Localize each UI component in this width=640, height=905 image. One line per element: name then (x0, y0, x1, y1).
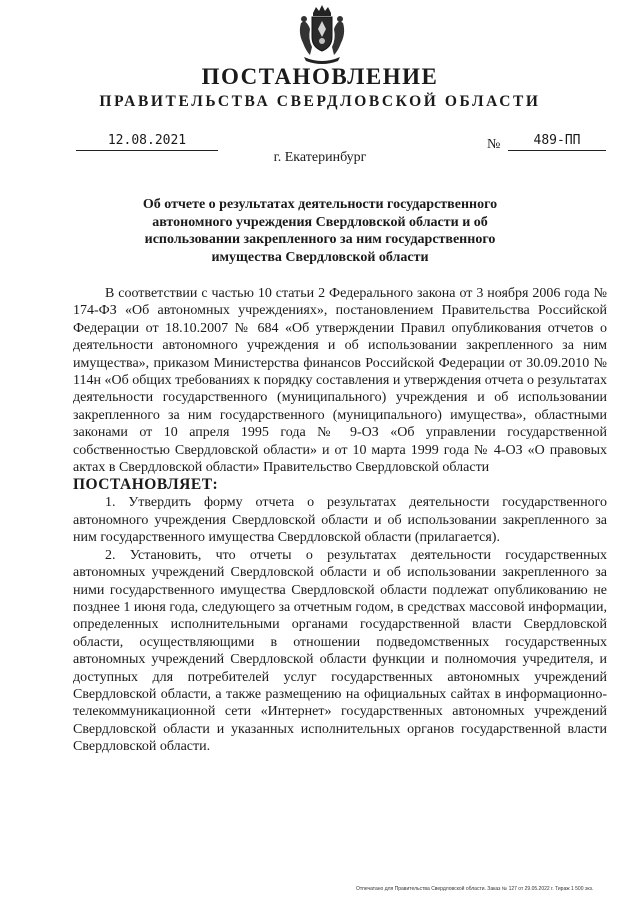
document-number: 489-ПП (508, 133, 606, 151)
document-heading: Об отчете о результатах деятельности государственного автономного учреждения Свердловской области и об использовании закрепленного за ним государственного имущества Свердловской области (142, 197, 498, 265)
number-label: № (487, 137, 501, 152)
document-body (73, 285, 607, 756)
print-footer: Отпечатано для Правительства Свердловской области. Заказ № 127 от 29.05.2022 г. Тираж 1 500 экз. (356, 886, 594, 892)
intro-paragraph: В соответствии с частью 10 статьи 2 Федерального закона от 3 ноября 2006 года № 174-ФЗ «Об автономных учреждениях», постановлением Правительства Российской Федерации от 18.10.2007 № 684 «Об утверждении Правил опубликования отчетов о деятельности автономного учреждения и об использовании закрепленного за ним имущества», приказом Министерства финансов Российской Федерации от 30.09.2010 № 114н «Об общих требованиях к порядку составления и утверждения отчета о результатах деятельности государственного (муниципального) учреждения и об использовании закрепленного за ним государственного (муниципального) имущества», областными законами от 10 апреля 1995 года № 9-ОЗ «Об управлении государственной собственностью Свердловской области» и от 10 марта 1999 года № 4-ОЗ «О правовых актах в Свердловской области» Правительство Свердловской области (73, 286, 607, 476)
document-subtitle: ПРАВИТЕЛЬСТВА СВЕРДЛОВСКОЙ ОБЛАСТИ (99, 93, 541, 110)
document-city: г. Екатеринбург (273, 150, 367, 165)
decree-word: ПОСТАНОВЛЯЕТ: (73, 476, 219, 494)
item-2-paragraph: 2. Установить, что отчеты о результатах деятельности государственных автономных учреждений Свердловской области и об использовании закрепленного за ними государственного имущества Свердловской области подлежат опубликованию не позднее 1 июня года, следующего за отчетным годом, в средствах массовой информации, определенных исполнительными органами государственной власти Свердловской области, осуществляющими в отношении подведомственных государственных автономных учреждений Свердловской области функции и полномочия учредителя, и доступных для потребителей услуг государственных автономных учреждений Свердловской области, а также размещению на официальных сайтах в информационно-телекоммуникационной сети «Интернет» государственных автономных учреждений Свердловской области и указанных исполнительных органов государственной власти Свердловской области. (73, 547, 607, 755)
item-1-paragraph: 1. Утвердить форму отчета о результатах деятельности государственного автономного учреждения Свердловской области и об использовании закрепленного за ним государственного имущества Свердловской области (прилагается). (73, 495, 607, 546)
document-date: 12.08.2021 (76, 133, 218, 151)
coat-of-arms-icon (296, 3, 348, 65)
document-title: ПОСТАНОВЛЕНИЕ (201, 64, 439, 89)
